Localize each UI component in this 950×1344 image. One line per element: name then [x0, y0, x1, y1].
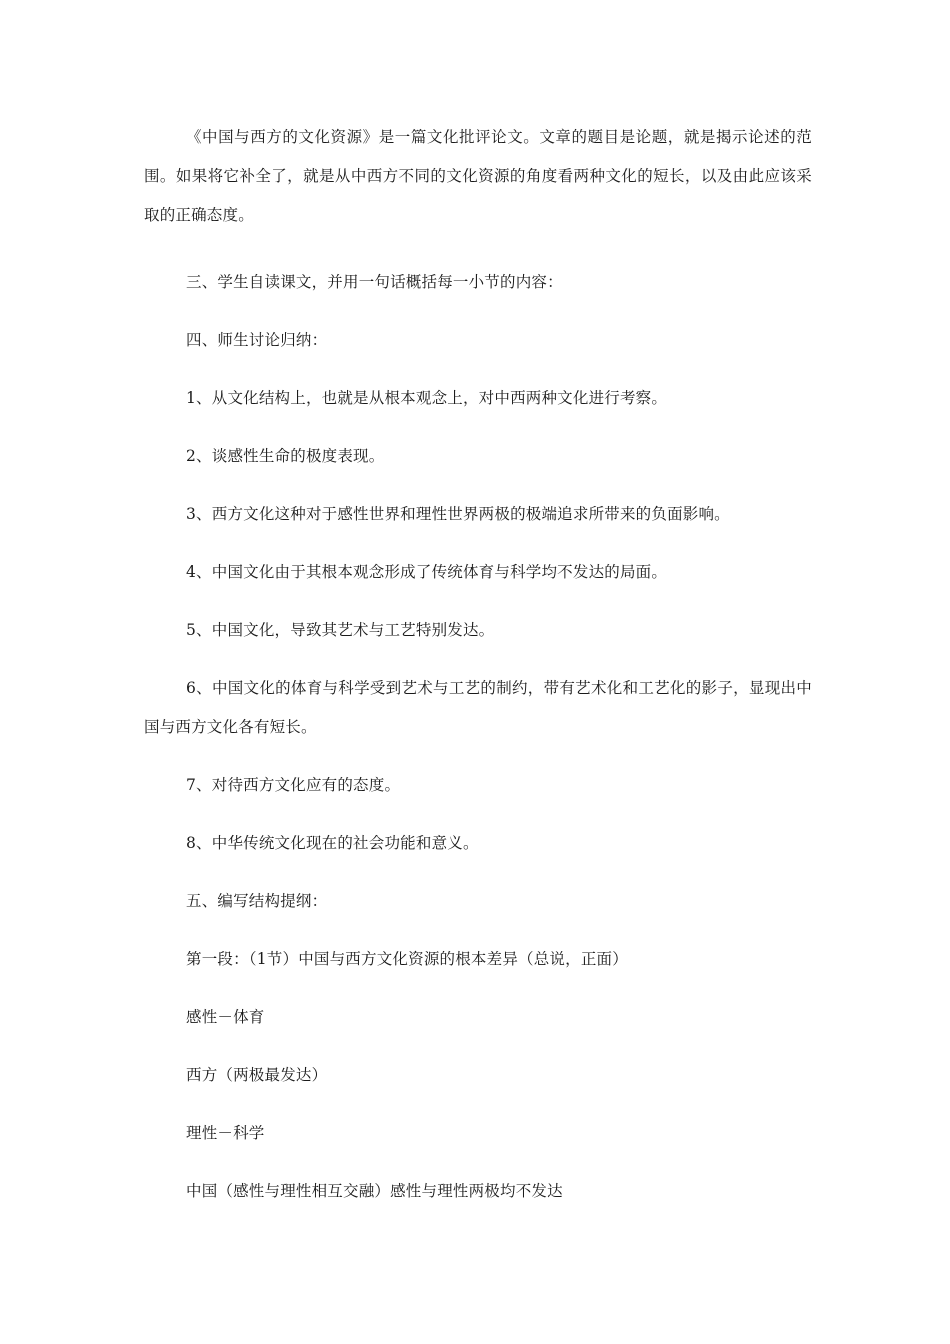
paragraph-outline-reason: 理性－科学 [186, 1124, 265, 1142]
paragraph-item-4: 4、中国文化由于其根本观念形成了传统体育与科学均不发达的局面。 [186, 563, 668, 581]
paragraph-outline-sensibility: 感性－体育 [186, 1008, 265, 1026]
paragraph-item-8: 8、中华传统文化现在的社会功能和意义。 [186, 834, 479, 852]
paragraph-section-four: 四、师生讨论归纳： [186, 331, 328, 349]
paragraph-item-7: 7、对待西方文化应有的态度。 [186, 776, 401, 794]
paragraph-item-5: 5、中国文化，导致其艺术与工艺特别发达。 [186, 621, 495, 639]
paragraph-section-five: 五、编写结构提纲： [186, 892, 328, 910]
paragraph-outline-china: 中国（感性与理性相互交融）感性与理性两极均不发达 [186, 1182, 563, 1200]
paragraph-outline-part-one: 第一段：（1节）中国与西方文化资源的根本差异（总说，正面） [186, 950, 628, 968]
paragraph-intro: 《中国与西方的文化资源》是一篇文化批评论文。文章的题目是论题，就是揭示论述的范围。如果将它补全了，就是从中西方不同的文化资源的角度看两种文化的短长，以及由此应该采取的正确态度。 [144, 128, 812, 224]
paragraph-item-6: 6、中国文化的体育与科学受到艺术与工艺的制约，带有艺术化和工艺化的影子，显现出中国与西方文化各有短长。 [144, 679, 812, 736]
paragraph-item-1: 1、从文化结构上，也就是从根本观念上，对中西两种文化进行考察。 [186, 389, 668, 407]
paragraph-item-2: 2、谈感性生命的极度表现。 [186, 447, 385, 465]
paragraph-section-three: 三、学生自读课文，并用一句话概括每一小节的内容： [186, 273, 563, 291]
paragraph-outline-west: 西方（两极最发达） [186, 1066, 328, 1084]
paragraph-item-3: 3、西方文化这种对于感性世界和理性世界两极的极端追求所带来的负面影响。 [186, 505, 730, 523]
